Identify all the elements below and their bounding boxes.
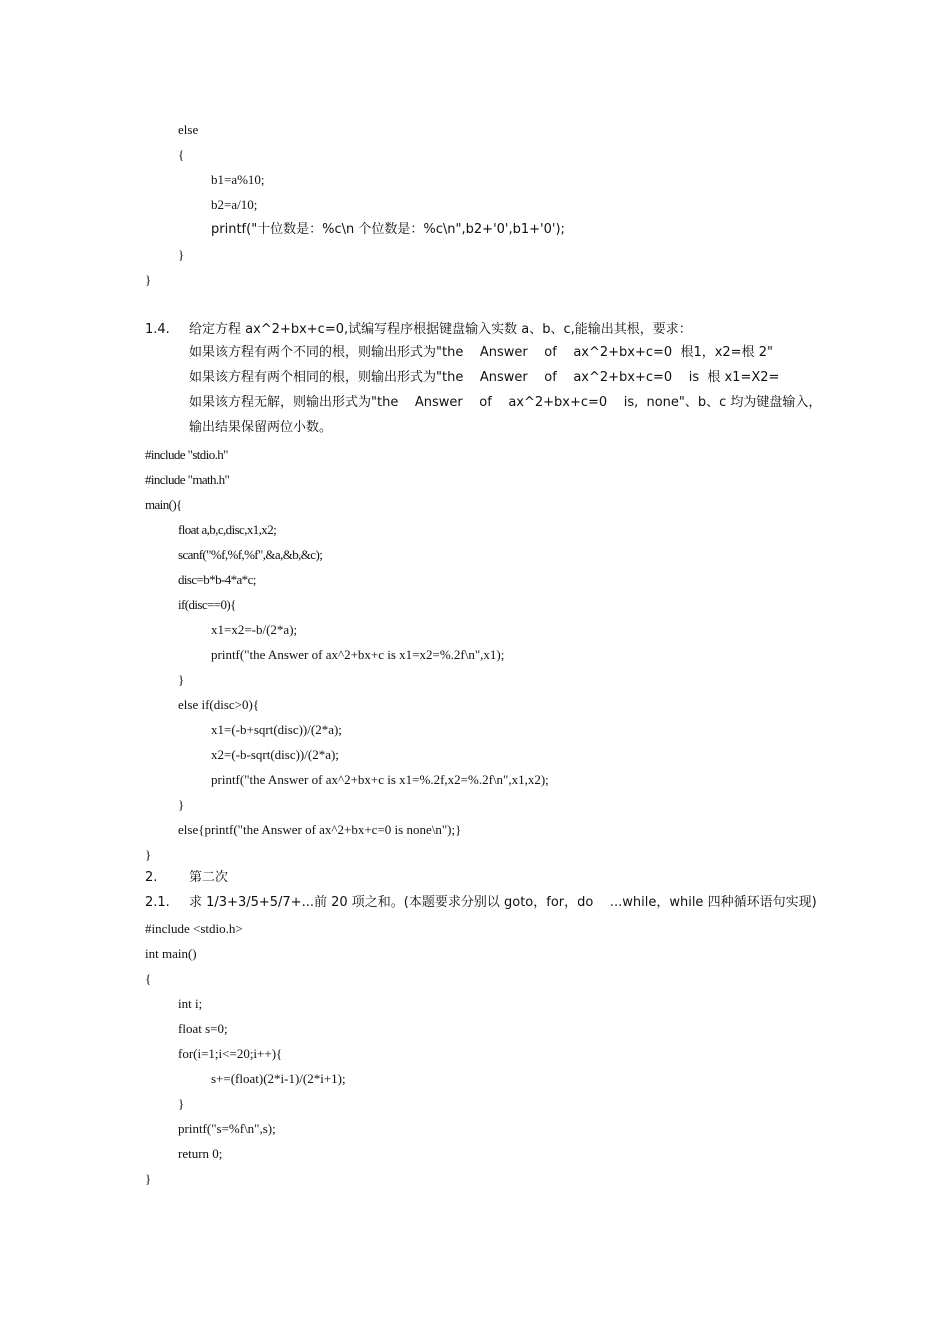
section-number: 1.4. <box>145 322 170 337</box>
code-line: { <box>145 971 152 986</box>
code-line: disc=b*b-4*a*c; <box>178 572 256 587</box>
code-line: } <box>178 672 185 687</box>
code-line: printf("十位数是：%c\n 个位数是：%c\n",b2+'0',b1+'0'); <box>211 222 565 237</box>
code-line: else <box>178 122 199 137</box>
requirement-line: 如果该方程有两个不同的根，则输出形式为"the Answer of ax^2+bx+c=0 根1，x2=根 2" <box>189 345 773 360</box>
code-line: main(){ <box>145 497 182 512</box>
code-line: int i; <box>178 996 203 1011</box>
code-line: int main() <box>145 946 197 961</box>
code-line: x2=(-b-sqrt(disc))/(2*a); <box>211 747 339 762</box>
code-line: } <box>178 1096 185 1111</box>
code-line: printf("s=%f\n",s); <box>178 1121 276 1136</box>
code-line: printf("the Answer of ax^2+bx+c is x1=x2=%.2f\n",x1); <box>211 647 505 662</box>
code-line: } <box>145 1171 152 1186</box>
code-line: x1=(-b+sqrt(disc))/(2*a); <box>211 722 342 737</box>
code-line: s+=(float)(2*i-1)/(2*i+1); <box>211 1071 346 1086</box>
requirement-line: 如果该方程有两个相同的根，则输出形式为"the Answer of ax^2+bx+c=0 is 根 x1=X2= <box>189 370 780 385</box>
section-heading: 第二次 <box>189 870 229 885</box>
requirement-line: 输出结果保留两位小数。 <box>189 420 333 435</box>
code-line: if(disc==0){ <box>178 597 236 612</box>
section-heading: 给定方程 ax^2+bx+c=0,试编写程序根据键盘输入实数 a、b、c,能输出其根，要求： <box>189 322 692 337</box>
code-line: float a,b,c,disc,x1,x2; <box>178 522 277 537</box>
code-line: #include "math.h" <box>145 472 230 487</box>
code-line: x1=x2=-b/(2*a); <box>211 622 298 637</box>
section-number: 2.1. <box>145 895 170 910</box>
code-line: return 0; <box>178 1146 223 1161</box>
section-heading: 求 1/3+3/5+5/7+...前 20 项之和。(本题要求分别以 goto，for，do ...while，while 四种循环语句实现) <box>189 895 817 910</box>
code-line: else if(disc>0){ <box>178 697 260 712</box>
code-line: else{printf("the Answer of ax^2+bx+c=0 is none\n");} <box>178 822 462 837</box>
code-line: scanf("%f,%f,%f",&a,&b,&c); <box>178 547 323 562</box>
code-line: float s=0; <box>178 1021 228 1036</box>
code-line: } <box>178 247 185 262</box>
code-line: } <box>145 847 152 862</box>
code-line: b2=a/10; <box>211 197 258 212</box>
code-line: for(i=1;i<=20;i++){ <box>178 1046 283 1061</box>
code-line: b1=a%10; <box>211 172 265 187</box>
code-line: #include <stdio.h> <box>145 921 243 936</box>
section-number: 2. <box>145 870 158 885</box>
requirement-line: 如果该方程无解，则输出形式为"the Answer of ax^2+bx+c=0 is, none"、b、c 均为键盘输入， <box>189 395 822 410</box>
code-line: #include "stdio.h" <box>145 447 228 462</box>
code-line: printf("the Answer of ax^2+bx+c is x1=%.2f,x2=%.2f\n",x1,x2); <box>211 772 549 787</box>
code-line: { <box>178 147 185 162</box>
code-line: } <box>145 272 152 287</box>
code-line: } <box>178 797 185 812</box>
